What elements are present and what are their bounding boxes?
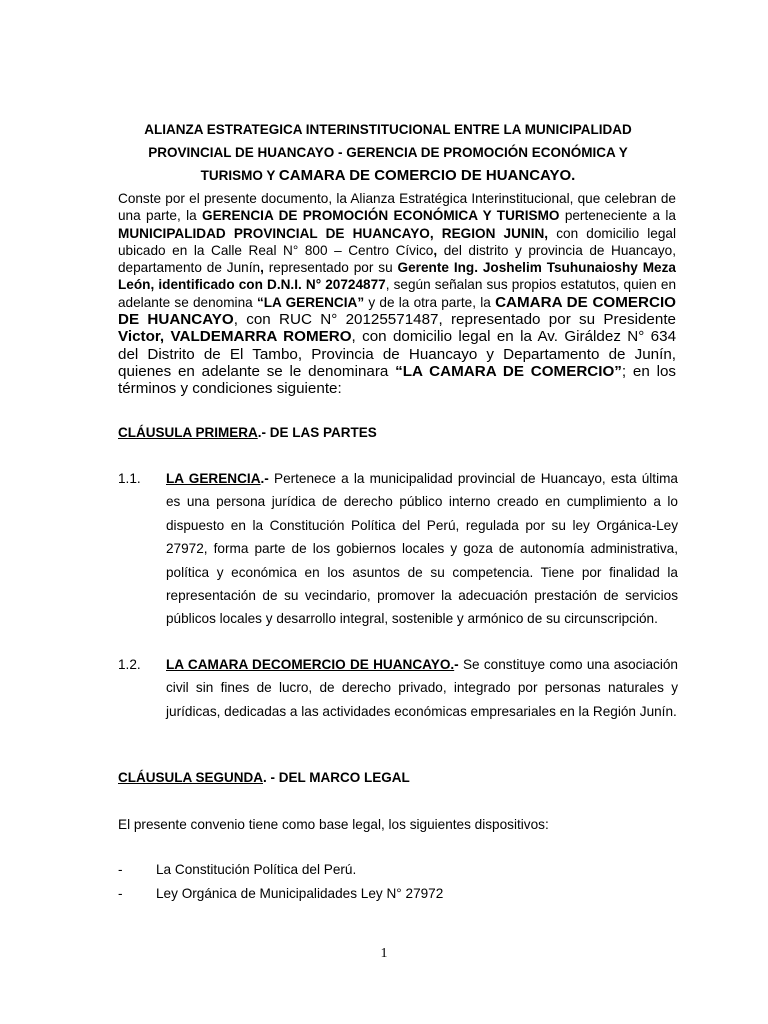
clause-2-heading-rest: . - DEL MARCO LEGAL: [263, 770, 410, 785]
clause-1-heading: [118, 425, 377, 440]
intro-bold: Victor, VALDEMARRA ROMERO: [118, 328, 352, 346]
clause-1-2-label: LA CAMARA DECOMERCIO DE HUANCAYO.: [166, 657, 455, 672]
clause-1-heading-underlined: CLÁUSULA PRIMERA: [118, 425, 258, 440]
page-number: 1: [380, 946, 388, 961]
clause-1-2-label-suffix: -: [454, 657, 459, 672]
intro-bold: ,: [260, 260, 264, 276]
intro-text: Conste por el presente documento, la Alianza Estratégica Interinstitucional, que celebran de una parte, la: [118, 191, 676, 224]
title-line-3b: CAMARA DE COMERCIO DE HUANCAYO.: [278, 167, 576, 184]
intro-text: del distrito y provincia de Huancayo, departamento de Junín: [118, 242, 676, 276]
intro-bold: GERENCIA DE PROMOCIÓN ECONÓMICA Y TURISMO: [202, 208, 560, 224]
intro-bold: “LA CAMARA DE COMERCIO”: [395, 362, 622, 380]
intro-text: ; en los términos y condiciones siguiente:: [118, 362, 676, 398]
clause-2-heading: [118, 770, 410, 785]
intro-bold: Gerente Ing. Joshelim Tsuhunaioshy Meza León, identificado con D.N.I. N° 20724877: [118, 260, 676, 293]
clause-1-1-number: 1.1.: [118, 471, 141, 486]
title-line-3: [118, 164, 658, 187]
clause-1-1-body: [166, 467, 678, 631]
legal-list-item-text: La Constitución Política del Perú.: [156, 862, 357, 877]
clause-1-1-label-suffix: .-: [260, 471, 269, 486]
title-line-3a: TURISMO Y: [200, 168, 279, 183]
document-title: [118, 118, 658, 187]
title-line-2: PROVINCIAL DE HUANCAYO - GERENCIA DE PROMOCIÓN ECONÓMICA Y: [148, 145, 628, 160]
clause-1-2-text: Se constituye como una asociación civil sin fines de lucro, de derecho privado, integrado por personas naturales y jurídicas, dedicadas a las actividades económicas empresariales en la Región Junín.: [166, 657, 678, 719]
intro-paragraph: [118, 190, 676, 398]
intro-text: representado por su: [263, 260, 398, 276]
clause-1-1-text: Pertenece a la municipalidad provincial de Huancayo, esta última es una persona jurídica de derecho público interno creado en cumplimiento a lo dispuesto en la Constitución Política del Perú, regulada por su ley Orgánica-Ley 27972, forma parte de los gobiernos locales y goza de autonomía administrativa, política y económica en los asuntos de su competencia. Tiene por finalidad la representación de su vecindario, promover la adecuación prestación de servicios públicos locales y desarrollo integral, sostenible y armónico de su circunscripción.: [166, 471, 678, 627]
list-dash: -: [118, 862, 123, 877]
intro-bold: “LA GERENCIA”: [256, 294, 365, 310]
intro-text: , según señalan sus propios estatutos, quien en adelante se denomina: [118, 277, 676, 310]
intro-bold: CAMARA DE COMERCIO DE HUANCAYO: [118, 293, 676, 329]
list-dash: -: [118, 886, 123, 901]
intro-text: , con RUC N° 20125571487, representado por su Presidente: [233, 311, 676, 329]
intro-text: , con domicilio legal en la Av. Giráldez N° 634 del Distrito de El Tambo, Provincia de Huancayo y Departamento de Junín, quienes en adelante se le denominara: [118, 328, 677, 380]
clause-1-heading-rest: .- DE LAS PARTES: [257, 425, 377, 440]
clause-2-heading-underlined: CLÁUSULA SEGUNDA: [118, 770, 263, 785]
intro-text: con domicilio legal ubicado en la Calle Real N° 800 – Centro Cívico: [118, 225, 676, 258]
clause-1-1-label: LA GERENCIA: [166, 471, 261, 486]
intro-text: y de la otra parte, la: [364, 294, 496, 310]
intro-bold: MUNICIPALIDAD PROVINCIAL DE HUANCAYO, REGION JUNIN,: [118, 225, 549, 241]
clause-1-1: [118, 467, 678, 631]
legal-list-item-text: Ley Orgánica de Municipalidades Ley N° 27972: [156, 886, 444, 901]
title-line-1: ALIANZA ESTRATEGICA INTERINSTITUCIONAL ENTRE LA MUNICIPALIDAD: [144, 122, 632, 137]
intro-text: perteneciente a la: [559, 208, 676, 224]
clause-2-intro: El presente convenio tiene como base legal, los siguientes dispositivos:: [118, 817, 549, 832]
clause-1-2-number: 1.2.: [118, 657, 141, 672]
clause-1-2: [118, 653, 678, 723]
clause-1-2-body: [166, 653, 678, 723]
intro-bold: ,: [433, 242, 438, 258]
